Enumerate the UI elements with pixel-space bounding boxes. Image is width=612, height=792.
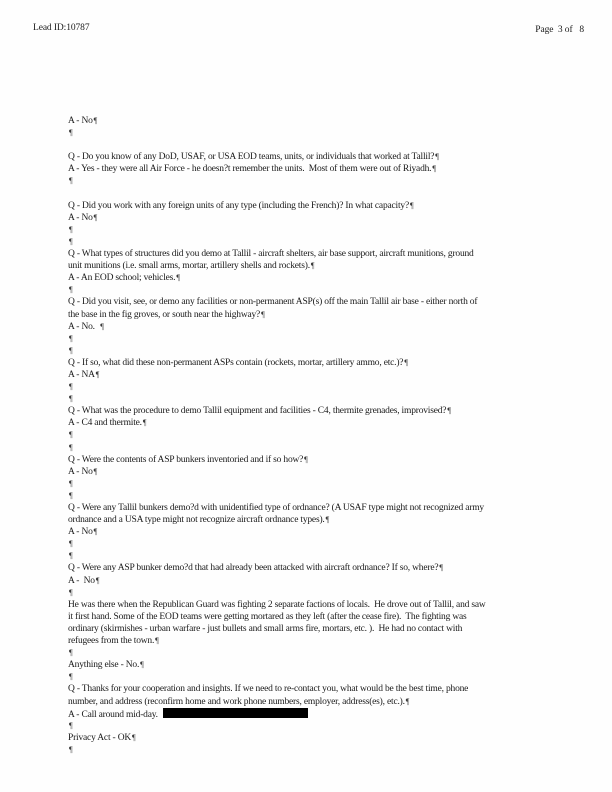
text-line (68, 659, 598, 671)
text-line (68, 405, 598, 417)
paragraph-mark: ¶ (69, 333, 73, 343)
paragraph-mark: ¶ (69, 345, 73, 355)
paragraph-mark-line (68, 647, 598, 659)
paragraph-mark-line (68, 284, 598, 296)
paragraph-mark: ¶ (69, 478, 73, 488)
paragraph-mark: ¶ (432, 164, 436, 174)
line-text: number, and address (reconfirm home and work phone numbers, employer, address(es), etc.). (68, 696, 405, 707)
paragraph-mark: ¶ (439, 563, 443, 573)
line-text: A - No (68, 466, 93, 477)
paragraph-mark: ¶ (93, 466, 98, 476)
paragraph-mark: ¶ (69, 382, 73, 392)
text-line (68, 683, 598, 695)
redaction-bar (163, 708, 308, 718)
paragraph-mark-line (68, 538, 598, 550)
text-line (68, 296, 598, 308)
text-line (68, 732, 598, 744)
paragraph-mark-line (68, 393, 598, 405)
paragraph-mark: ¶ (95, 575, 100, 585)
text-line (68, 514, 598, 526)
paragraph-mark: ¶ (69, 551, 73, 561)
text-line (68, 599, 598, 611)
line-text: He was there when the Republican Guard was fighting 2 separate factions of locals. He drove out of Tallil, and saw (68, 599, 486, 610)
line-text: Q - Were the contents of ASP bunkers inventoried and if so how? (68, 454, 304, 465)
line-text: ordinary (skirmishes - urban warfare - just bullets and small arms fire, mortars, etc. ). He had no contact with (68, 623, 463, 634)
paragraph-mark: ¶ (69, 394, 73, 404)
line-text: A - Call around mid-day. (68, 709, 161, 720)
text-line (68, 309, 598, 321)
paragraph-mark: ¶ (69, 442, 73, 452)
text-line (68, 151, 598, 163)
text-line (68, 623, 598, 635)
line-text: Q - Were any ASP bunker demo?d that had already been attacked with aircraft ordnance? If so, where? (68, 563, 439, 574)
line-text: Q - If so, what did these non-permanent ASPs contain (rockets, mortar, artillery ammo, etc.)? (68, 357, 404, 368)
paragraph-mark: ¶ (69, 648, 73, 658)
paragraph-mark: ¶ (69, 587, 73, 597)
line-text: A - An EOD school; vehicles. (68, 273, 176, 284)
text-line (68, 562, 598, 574)
paragraph-mark: ¶ (93, 527, 98, 537)
line-text: Q - Do you know of any DoD, USAF, or USA EOD teams, units, or individuals that worked at Tallil? (68, 152, 435, 163)
paragraph-mark: ¶ (69, 224, 73, 234)
paragraph-mark: ¶ (69, 430, 73, 440)
paragraph-mark: ¶ (409, 200, 414, 210)
paragraph-mark-line (68, 127, 598, 139)
paragraph-mark: ¶ (69, 285, 73, 295)
paragraph-mark-line (68, 345, 598, 357)
line-text: Q - Did you work with any foreign units of any type (including the French)? In what capacity? (68, 200, 409, 211)
paragraph-mark-line (68, 175, 598, 187)
line-text: unit munitions (i.e. small arms, mortar, artillery shells and rockets). (68, 261, 310, 272)
paragraph-mark: ¶ (100, 321, 104, 331)
line-text: it first hand. Some of the EOD teams were getting mortared as they left (after the cease fire). The fighting was (68, 611, 467, 622)
paragraph-mark: ¶ (435, 152, 439, 162)
paragraph-mark-line (68, 671, 598, 683)
text-line (68, 611, 598, 623)
paragraph-mark: ¶ (132, 732, 136, 742)
line-text: Q - Thanks for your cooperation and insights. If we need to re-contact you, what would be the best time, phone (68, 684, 469, 695)
paragraph-mark: ¶ (69, 539, 73, 549)
text-line (68, 696, 598, 708)
paragraph-mark: ¶ (69, 672, 73, 682)
line-text: A - NA (68, 369, 95, 380)
text-line (68, 526, 598, 538)
paragraph-mark: ¶ (304, 454, 308, 464)
paragraph-mark: ¶ (69, 744, 73, 754)
paragraph-mark: ¶ (176, 273, 180, 283)
line-text: A - Yes - they were all Air Force - he doesn?t remember the units. Most of them were out of Riyadh. (68, 164, 432, 175)
line-text: Anything else - No. (68, 660, 140, 671)
line-text: ordnance and a USA type might not recognize aircraft ordnance types). (68, 515, 325, 526)
text-line (68, 163, 598, 175)
line-text: A - No (68, 575, 95, 586)
paragraph-mark: ¶ (325, 515, 330, 525)
paragraph-mark: ¶ (447, 406, 451, 416)
text-line (68, 575, 598, 587)
paragraph-mark-line (68, 429, 598, 441)
paragraph-mark-line (68, 333, 598, 345)
paragraph-mark-line (68, 478, 598, 490)
line-text: Q - Were any Tallil bunkers demo?d with unidentified type of ordnance? (A USAF type might not recognized army (68, 503, 484, 513)
line-text: A - No (68, 212, 93, 223)
text-line (68, 115, 598, 127)
text-line (68, 248, 598, 260)
text-line (68, 200, 598, 212)
paragraph-mark: ¶ (69, 236, 73, 246)
document-body (68, 115, 598, 756)
paragraph-mark-line (68, 550, 598, 562)
line-text: A - No (68, 116, 93, 126)
page-number-label: Page 3 of 8 (535, 25, 584, 35)
line-text: A - No (68, 527, 93, 538)
paragraph-mark: ¶ (405, 696, 410, 706)
text-line (68, 321, 598, 333)
lead-id-label: Lead ID:10787 (33, 23, 90, 33)
paragraph-mark: ¶ (93, 116, 98, 125)
text-line (68, 260, 598, 272)
paragraph-mark: ¶ (93, 212, 98, 222)
paragraph-mark-line (68, 720, 598, 732)
text-line (68, 417, 598, 429)
paragraph-mark-line (68, 490, 598, 502)
paragraph-mark: ¶ (155, 636, 159, 646)
line-text: Q - Did you visit, see, or demo any facilities or non-permanent ASP(s) off the main Tallil air base - either north of (68, 297, 478, 308)
paragraph-mark: ¶ (140, 660, 144, 670)
text-line (68, 369, 598, 381)
line-text: the base in the fig groves, or south near the highway? (68, 309, 261, 320)
text-line (68, 272, 598, 284)
line-text: A - C4 and thermite. (68, 418, 142, 429)
paragraph-mark-line (68, 224, 598, 236)
paragraph-mark-line (68, 587, 598, 599)
paragraph-mark: ¶ (95, 369, 100, 379)
paragraph-mark: ¶ (310, 261, 315, 271)
line-text: Privacy Act - OK (68, 732, 132, 743)
paragraph-mark-line (68, 236, 598, 248)
paragraph-mark-line (68, 442, 598, 454)
line-text: A - No. (68, 321, 100, 332)
line-text: Q - What was the procedure to demo Tallil equipment and facilities - C4, thermite grenades, improvised? (68, 406, 447, 417)
paragraph-mark-line (68, 381, 598, 393)
text-line (68, 466, 598, 478)
paragraph-mark: ¶ (261, 309, 265, 319)
paragraph-mark: ¶ (404, 357, 408, 367)
text-line (68, 708, 598, 720)
blank-line (68, 139, 598, 151)
text-line (68, 357, 598, 369)
text-line (68, 454, 598, 466)
paragraph-mark-line (68, 744, 598, 756)
paragraph-mark: ¶ (69, 720, 73, 730)
text-line (68, 212, 598, 224)
blank-line (68, 188, 598, 200)
paragraph-mark: ¶ (69, 128, 73, 138)
paragraph-mark: ¶ (69, 490, 73, 500)
line-text: Q - What types of structures did you demo at Tallil - aircraft shelters, air base support, aircraft munitions, ground (68, 249, 474, 260)
paragraph-mark: ¶ (142, 418, 147, 428)
line-text: refugees from the town. (68, 636, 155, 647)
text-line (68, 635, 598, 647)
text-line (68, 502, 598, 514)
paragraph-mark: ¶ (69, 176, 73, 186)
